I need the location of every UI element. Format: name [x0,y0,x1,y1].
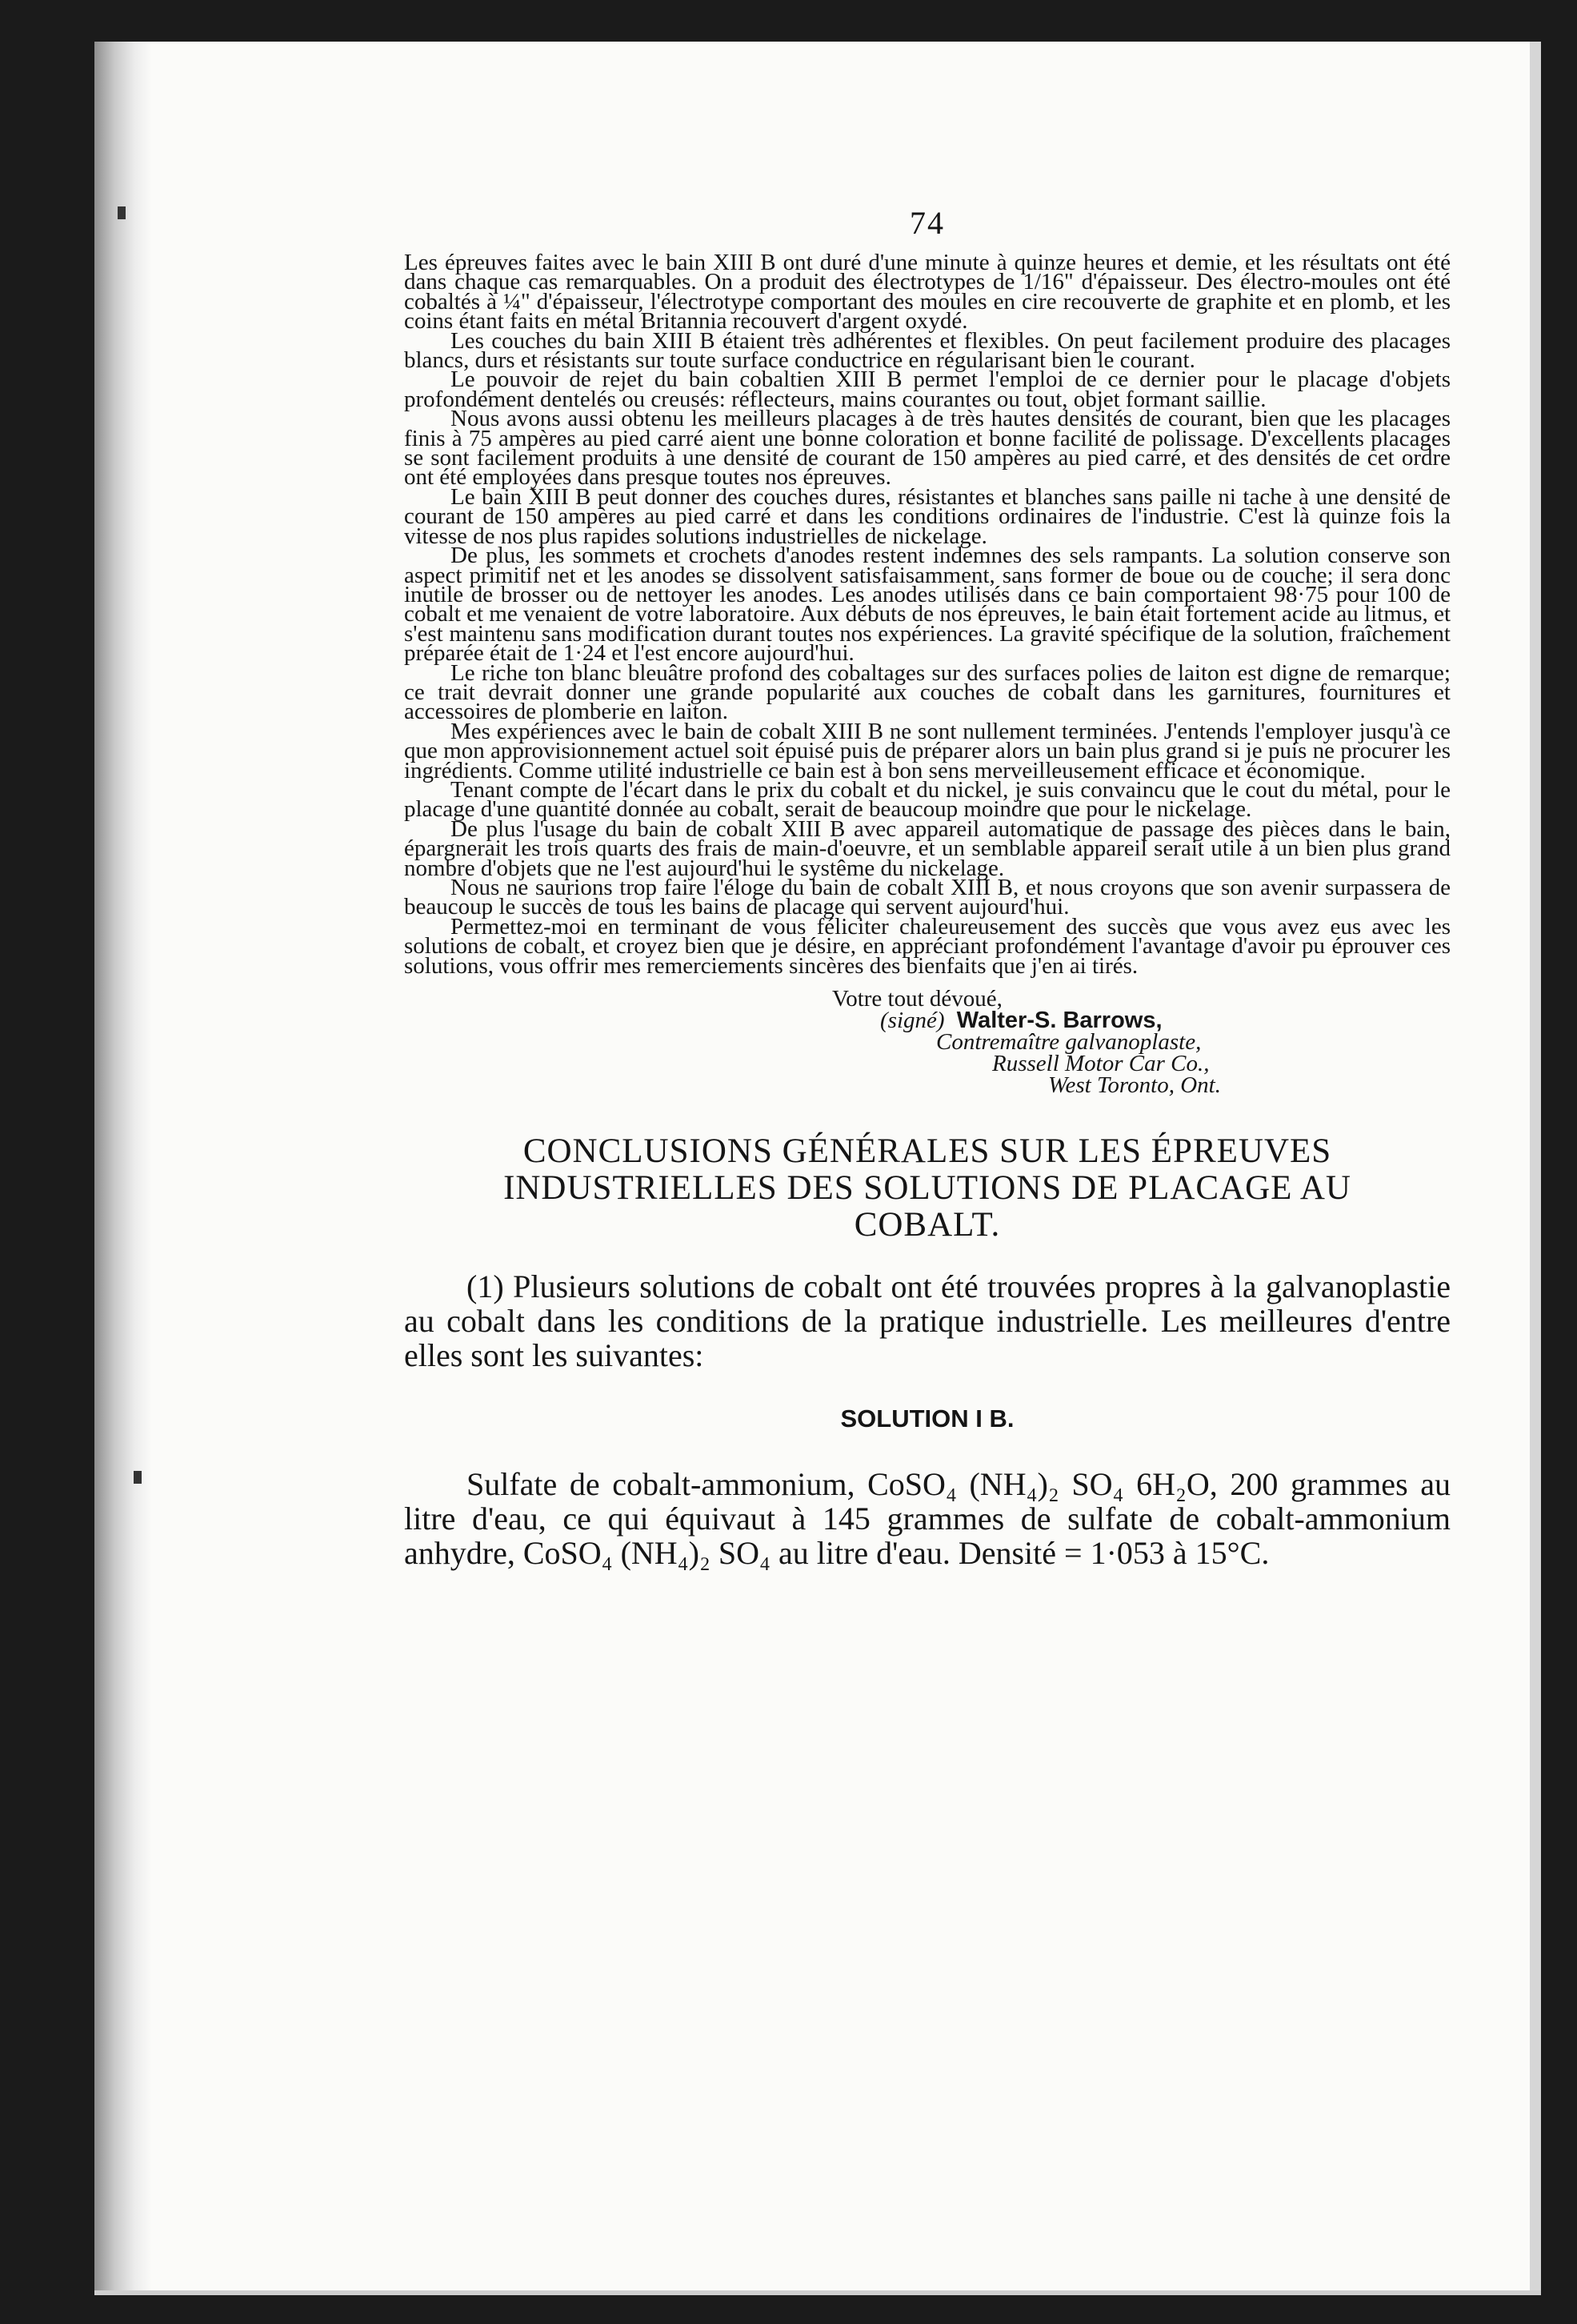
letter-paragraph: De plus, les sommets et crochets d'anodes restent indemnes des sels rampants. La solution conserve son aspect primitif net et les anodes se dissolvent satisfaisamment, sans former de boue ou de couche; il sera donc inutile de brosser ou de nettoyer les anodes. Les anodes utilisés dans ce bain comportaient 98·75 pour 100 de cobalt et me venaient de votre laboratoire. Aux débuts de nos épreuves, le bain était fortement acide au litmus, et s'est maintenu sans modification durant toutes nos expériences. La gravité spécifique de la solution, fraîchement préparée était de 1·24 et l'est encore aujourd'hui. [404,543,1451,667]
letter-paragraph: Le bain XIII B peut donner des couches dures, résistantes et blanches sans paille ni tache à une densité de courant de 150 ampères au pied carré et dans les conditions ordinaires de l'industrie. C'est là quinze fois la vitesse de nos plus rapides solutions industrielles de nickelage. [404,483,1451,549]
page-binding-shadow [94,42,152,2294]
solution-description: Sulfate de cobalt-ammonium, CoSO₄ (NH₄)₂ SO₄ 6H₂O, 200 grammes au litre d'eau, ce qui équivaut à 145 grammes de sulfate de cobalt-ammonium anhydre, CoSO₄ (NH₄)₂ SO₄ au litre d'eau. Densité = 1·053 à 15°C. [404,1466,1451,1572]
letter-paragraph: De plus l'usage du bain de cobalt XIII B avec appareil automatique de passage des pièces dans le bain, épargnerait les trois quarts des frais de main-d'oeuvre, et un semblable appareil serait utile à un bien plus grand nombre d'objets que ne l'est aujourd'hui le systême du nickelage. [404,815,1451,881]
page-right-edge [1530,42,1541,2294]
signature-closing: Votre tout dévoué, [832,986,1003,1012]
page-number: 74 [910,205,945,241]
letter-paragraph: Mes expériences avec le bain de cobalt XIII B ne sont nullement terminées. J'entends l'employer jusqu'à ce que mon approvisionnement actuel soit épuisé puis de préparer alors un bain plus grand si je puis ne procurer les ingrédients. Comme utilité industrielle ce bain est à bon sens merveilleusement efficace et économique. [404,718,1451,783]
letter-paragraph: Le pouvoir de rejet du bain cobaltien XIII B permet l'emploi de ce dernier pour le placage d'objets profondément dentelés ou creusés: réflecteurs, mains courantes ou tout, objet formant saillie. [404,367,1451,412]
letter-paragraph: Nous avons aussi obtenu les meilleurs placages à de très hautes densités de courant, bien que les placages finis à 75 ampères au pied carré aient une bonne coloration et bonne facilité de polissage. D'excellents placages se sont facilement produits à une densité de courant de 150 ampères au pied carré, et des densités de cet ordre ont été employées dans presque toutes nos épreuves. [404,406,1451,491]
scan-mark [134,1471,142,1484]
letter-paragraph: Tenant compte de l'écart dans le prix du cobalt et du nickel, je suis convaincu que le cout du métal, pour le placage d'une quantité donnée au cobalt, serait de beaucoup moindre que pour le nickelage. [404,776,1451,823]
signature-name: Walter-S. Barrows, [956,1008,1163,1034]
letter-signature [404,986,1451,1099]
signature-company: Russell Motor Car Co., [992,1051,1210,1077]
conclusions-intro: (1) Plusieurs solutions de cobalt ont été trouvées propres à la galvanoplastie au cobalt dans les conditions de la pratique industrielle. Les meilleures d'entre elles sont les suivantes: [404,1268,1451,1374]
signature-location: West Toronto, Ont. [1048,1072,1221,1099]
letter-paragraph: Permettez-moi en terminant de vous féliciter chaleureusement des succès que vous avez eus avec les solutions de cobalt, et croyez bien que je désire, en appréciant profondément l'avantage d'avoir pu éprouver ces solutions, vous offrir mes remerciements sincères des bienfaits que j'en ai tirés. [404,913,1451,979]
letter-paragraph: Les couches du bain XIII B étaient très adhérentes et flexibles. On peut facilement produire des placages blancs, durs et résistants sur toute surface conductrice en régularisant bien le courant. [404,327,1451,374]
section-title: CONCLUSIONS GÉNÉRALES SUR LES ÉPREUVES INDUSTRIELLES DES SOLUTIONS DE PLACAGE AU COBALT. [503,1132,1351,1244]
page-content [404,204,1451,1570]
letter-body [404,250,1451,979]
signature-signed-mark: (signé) [880,1008,945,1034]
solution-heading: SOLUTION I B. [840,1404,1015,1433]
letter-paragraph: Nous ne saurions trop faire l'éloge du bain de cobalt XIII B, et nous croyons que son avenir surpassera de beaucoup le succès de tous les bains de placage qui servent aujourd'hui. [404,875,1451,920]
signature-title: Contremaître galvanoplaste, [936,1029,1202,1056]
scan-mark [118,206,126,219]
letter-paragraph: Les épreuves faites avec le bain XIII B ont duré d'une minute à quinze heures et demie, et les résultats ont été dans chaque cas remarquables. On a produit des électrotypes de 1/16" d'épaisseur. Des électro-moules ont été cobaltés à ¼" d'épaisseur, l'électrotype comportant des moules en cire recouverte de graphite et en plomb, et les coins étant faits en métal Britannia recouvert d'argent oxydé. [404,250,1451,335]
letter-paragraph: Le riche ton blanc bleuâtre profond des cobaltages sur des surfaces polies de laiton est digne de remarque; ce trait devrait donner une grande popularité aux couches de cobalt dans les garnitures, fournitures et accessoires de plomberie en laiton. [404,659,1451,725]
signature-name-line [880,1010,1451,1032]
conclusions-section [404,1133,1451,1570]
page-bottom-edge [94,2290,1541,2295]
